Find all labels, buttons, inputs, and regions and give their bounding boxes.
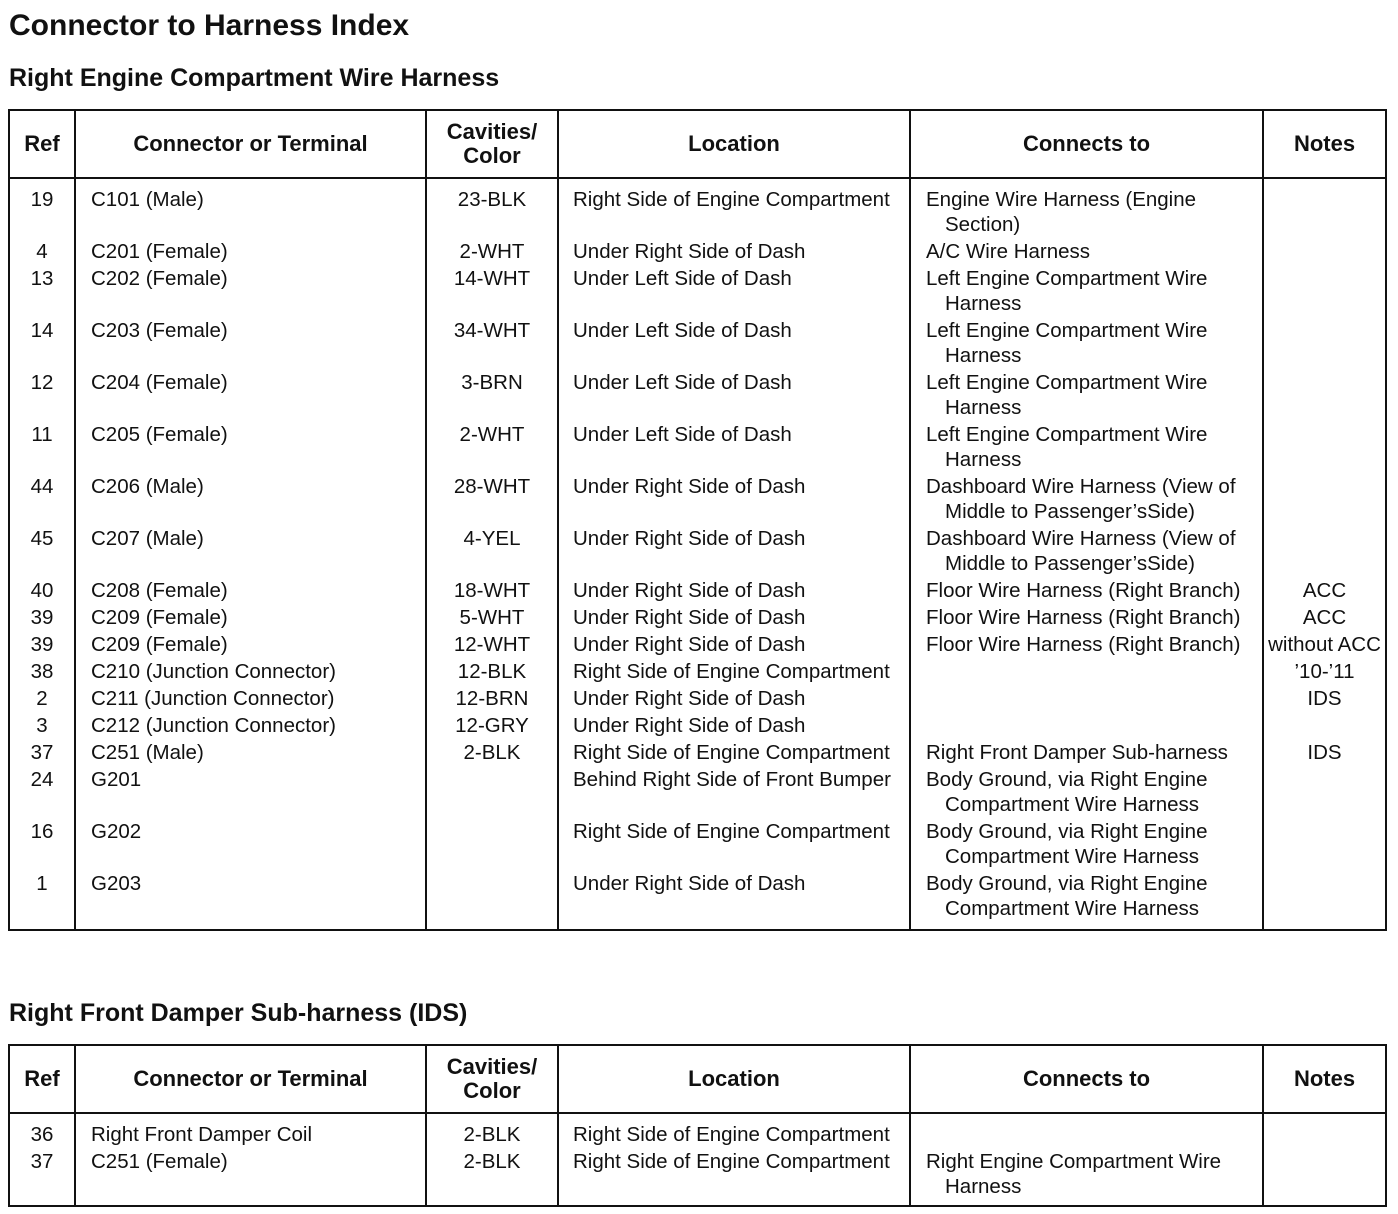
cell-location: Under Right Side of Dash — [558, 605, 910, 632]
cell-connects-to — [910, 740, 1263, 767]
section-title-right-engine-compartment: Right Engine Compartment Wire Harness — [9, 64, 500, 92]
connects-to-text: Floor Wire Harness (Right Branch) — [926, 579, 1241, 602]
cell-location: Under Left Side of Dash — [558, 422, 910, 474]
cell-ref: 45 — [9, 526, 75, 578]
connects-to-text: Floor Wire Harness (Right Branch) — [926, 633, 1241, 656]
table-row — [9, 178, 1386, 239]
header-cavities — [426, 1045, 558, 1113]
cell-cavities: 28-WHT — [426, 474, 558, 526]
cell-ref: 13 — [9, 266, 75, 318]
cell-location: Under Left Side of Dash — [558, 318, 910, 370]
cell-cavities — [426, 871, 558, 930]
connects-to-text: Left Engine Compartment Wire Harness — [926, 371, 1208, 419]
cell-connector: G202 — [75, 819, 426, 871]
cell-location: Under Right Side of Dash — [558, 686, 910, 713]
cell-location: Under Right Side of Dash — [558, 713, 910, 740]
cell-cavities: 2-BLK — [426, 740, 558, 767]
connects-to-text: Dashboard Wire Harness (View of Middle to Passenger’sSide) — [926, 527, 1236, 575]
cell-connects-to — [910, 474, 1263, 526]
cell-connector: C209 (Female) — [75, 632, 426, 659]
cell-location: Under Right Side of Dash — [558, 474, 910, 526]
cell-location: Right Side of Engine Compartment — [558, 178, 910, 239]
table-row — [9, 239, 1386, 266]
cell-cavities — [426, 819, 558, 871]
cell-connects-to — [910, 526, 1263, 578]
header-cavities-line2: Color — [463, 1078, 521, 1103]
harness-table-right-engine-compartment — [8, 109, 1387, 931]
table-row — [9, 632, 1386, 659]
cell-ref: 38 — [9, 659, 75, 686]
cell-location: Under Right Side of Dash — [558, 239, 910, 266]
cell-cavities: 5-WHT — [426, 605, 558, 632]
cell-cavities: 2-WHT — [426, 239, 558, 266]
connects-to-text: Left Engine Compartment Wire Harness — [926, 267, 1208, 315]
cell-notes — [1263, 239, 1386, 266]
cell-location: Under Right Side of Dash — [558, 578, 910, 605]
cell-connects-to — [910, 659, 1263, 686]
cell-location: Under Right Side of Dash — [558, 526, 910, 578]
table-row — [9, 605, 1386, 632]
cell-notes — [1263, 370, 1386, 422]
cell-ref: 24 — [9, 767, 75, 819]
cell-connects-to — [910, 713, 1263, 740]
header-connects-to: Connects to — [910, 110, 1263, 178]
cell-notes: IDS — [1263, 686, 1386, 713]
cell-cavities: 12-BLK — [426, 659, 558, 686]
cell-notes — [1263, 318, 1386, 370]
cell-connector: G203 — [75, 871, 426, 930]
cell-connector: C208 (Female) — [75, 578, 426, 605]
cell-cavities — [426, 767, 558, 819]
cell-connector: C212 (Junction Connector) — [75, 713, 426, 740]
cell-ref: 19 — [9, 178, 75, 239]
cell-notes — [1263, 1149, 1386, 1206]
cell-notes: ’10-’11 — [1263, 659, 1386, 686]
cell-connects-to — [910, 266, 1263, 318]
cell-connects-to — [910, 239, 1263, 266]
cell-notes — [1263, 178, 1386, 239]
cell-connects-to — [910, 819, 1263, 871]
cell-ref: 2 — [9, 686, 75, 713]
cell-connects-to — [910, 1113, 1263, 1149]
cell-location: Right Side of Engine Compartment — [558, 740, 910, 767]
table-row — [9, 713, 1386, 740]
cell-ref: 40 — [9, 578, 75, 605]
cell-connector: C205 (Female) — [75, 422, 426, 474]
cell-cavities: 14-WHT — [426, 266, 558, 318]
cell-connects-to — [910, 767, 1263, 819]
table-row — [9, 767, 1386, 819]
cell-cavities: 12-WHT — [426, 632, 558, 659]
cell-connector: C251 (Female) — [75, 1149, 426, 1206]
cell-connector: C251 (Male) — [75, 740, 426, 767]
cell-connector: C201 (Female) — [75, 239, 426, 266]
connects-to-text: Body Ground, via Right Engine Compartment Wire Harness — [926, 872, 1208, 920]
cell-location: Under Left Side of Dash — [558, 266, 910, 318]
cell-cavities: 3-BRN — [426, 370, 558, 422]
connects-to-text: Body Ground, via Right Engine Compartment Wire Harness — [926, 820, 1208, 868]
cell-ref: 16 — [9, 819, 75, 871]
cell-location: Behind Right Side of Front Bumper — [558, 767, 910, 819]
cell-connects-to — [910, 578, 1263, 605]
header-connector: Connector or Terminal — [75, 110, 426, 178]
header-cavities-line1: Cavities/ — [446, 1054, 538, 1079]
cell-cavities: 2-WHT — [426, 422, 558, 474]
harness-table-right-front-damper — [8, 1044, 1387, 1207]
table-row — [9, 422, 1386, 474]
table-row — [9, 474, 1386, 526]
cell-ref: 37 — [9, 740, 75, 767]
connects-to-text: Right Front Damper Sub-harness — [926, 741, 1228, 764]
cell-notes — [1263, 1113, 1386, 1149]
table-header-row — [9, 110, 1386, 178]
cell-ref: 39 — [9, 632, 75, 659]
connects-to-text: Dashboard Wire Harness (View of Middle to Passenger’sSide) — [926, 475, 1236, 523]
cell-cavities: 34-WHT — [426, 318, 558, 370]
cell-cavities: 23-BLK — [426, 178, 558, 239]
cell-location: Right Side of Engine Compartment — [558, 819, 910, 871]
cell-notes: ACC — [1263, 578, 1386, 605]
connects-to-text: A/C Wire Harness — [926, 240, 1091, 263]
cell-notes: IDS — [1263, 740, 1386, 767]
cell-cavities: 12-GRY — [426, 713, 558, 740]
header-ref: Ref — [9, 1045, 75, 1113]
cell-notes: ACC — [1263, 605, 1386, 632]
table-row — [9, 659, 1386, 686]
table-row — [9, 526, 1386, 578]
cell-connects-to — [910, 318, 1263, 370]
cell-location: Under Right Side of Dash — [558, 632, 910, 659]
cell-ref: 14 — [9, 318, 75, 370]
table-body — [9, 178, 1386, 930]
table-row — [9, 578, 1386, 605]
table-header-row — [9, 1045, 1386, 1113]
cell-connects-to — [910, 632, 1263, 659]
section-title-right-front-damper: Right Front Damper Sub-harness (IDS) — [9, 999, 468, 1027]
cell-notes — [1263, 474, 1386, 526]
cell-connector: C210 (Junction Connector) — [75, 659, 426, 686]
cell-cavities: 2-BLK — [426, 1113, 558, 1149]
header-location: Location — [558, 1045, 910, 1113]
header-location: Location — [558, 110, 910, 178]
header-cavities-line1: Cavities/ — [446, 119, 538, 144]
table-row — [9, 1149, 1386, 1206]
cell-connects-to — [910, 370, 1263, 422]
table-row — [9, 871, 1386, 930]
cell-connector: G201 — [75, 767, 426, 819]
header-ref: Ref — [9, 110, 75, 178]
cell-connects-to — [910, 178, 1263, 239]
cell-connects-to — [910, 686, 1263, 713]
cell-connector: C207 (Male) — [75, 526, 426, 578]
connects-to-text: Floor Wire Harness (Right Branch) — [926, 606, 1241, 629]
cell-connector: C203 (Female) — [75, 318, 426, 370]
cell-cavities: 2-BLK — [426, 1149, 558, 1206]
table-body — [9, 1113, 1386, 1206]
cell-connects-to — [910, 605, 1263, 632]
cell-connector: Right Front Damper Coil — [75, 1113, 426, 1149]
cell-location: Under Left Side of Dash — [558, 370, 910, 422]
cell-cavities: 18-WHT — [426, 578, 558, 605]
connects-to-text: Engine Wire Harness (Engine Section) — [926, 188, 1197, 236]
cell-ref: 44 — [9, 474, 75, 526]
header-cavities-line2: Color — [463, 143, 521, 168]
table-row — [9, 266, 1386, 318]
cell-ref: 37 — [9, 1149, 75, 1206]
cell-ref: 3 — [9, 713, 75, 740]
connects-to-text: Right Engine Compartment Wire Harness — [926, 1150, 1222, 1198]
page-title: Connector to Harness Index — [9, 9, 410, 42]
cell-ref: 4 — [9, 239, 75, 266]
cell-connector: C202 (Female) — [75, 266, 426, 318]
header-cavities — [426, 110, 558, 178]
cell-notes: without ACC — [1263, 632, 1386, 659]
cell-connects-to — [910, 1149, 1263, 1206]
table-row — [9, 819, 1386, 871]
connects-to-text: Left Engine Compartment Wire Harness — [926, 423, 1208, 471]
cell-connector: C101 (Male) — [75, 178, 426, 239]
header-connector: Connector or Terminal — [75, 1045, 426, 1113]
cell-ref: 39 — [9, 605, 75, 632]
cell-ref: 1 — [9, 871, 75, 930]
table-row — [9, 740, 1386, 767]
cell-notes — [1263, 713, 1386, 740]
cell-notes — [1263, 526, 1386, 578]
cell-connector: C206 (Male) — [75, 474, 426, 526]
cell-location: Under Right Side of Dash — [558, 871, 910, 930]
cell-connector: C211 (Junction Connector) — [75, 686, 426, 713]
cell-notes — [1263, 871, 1386, 930]
cell-location: Right Side of Engine Compartment — [558, 659, 910, 686]
cell-location: Right Side of Engine Compartment — [558, 1149, 910, 1206]
cell-ref: 36 — [9, 1113, 75, 1149]
header-connects-to: Connects to — [910, 1045, 1263, 1113]
connects-to-text: Left Engine Compartment Wire Harness — [926, 319, 1208, 367]
table-row — [9, 318, 1386, 370]
cell-location: Right Side of Engine Compartment — [558, 1113, 910, 1149]
header-notes: Notes — [1263, 1045, 1386, 1113]
connects-to-text: Body Ground, via Right Engine Compartment Wire Harness — [926, 768, 1208, 816]
cell-notes — [1263, 767, 1386, 819]
cell-connector: C204 (Female) — [75, 370, 426, 422]
cell-ref: 11 — [9, 422, 75, 474]
cell-cavities: 4-YEL — [426, 526, 558, 578]
table-row — [9, 686, 1386, 713]
cell-connects-to — [910, 422, 1263, 474]
cell-connector: C209 (Female) — [75, 605, 426, 632]
cell-notes — [1263, 422, 1386, 474]
cell-notes — [1263, 819, 1386, 871]
cell-ref: 12 — [9, 370, 75, 422]
table-row — [9, 1113, 1386, 1149]
cell-cavities: 12-BRN — [426, 686, 558, 713]
table-row — [9, 370, 1386, 422]
header-notes: Notes — [1263, 110, 1386, 178]
cell-notes — [1263, 266, 1386, 318]
cell-connects-to — [910, 871, 1263, 930]
